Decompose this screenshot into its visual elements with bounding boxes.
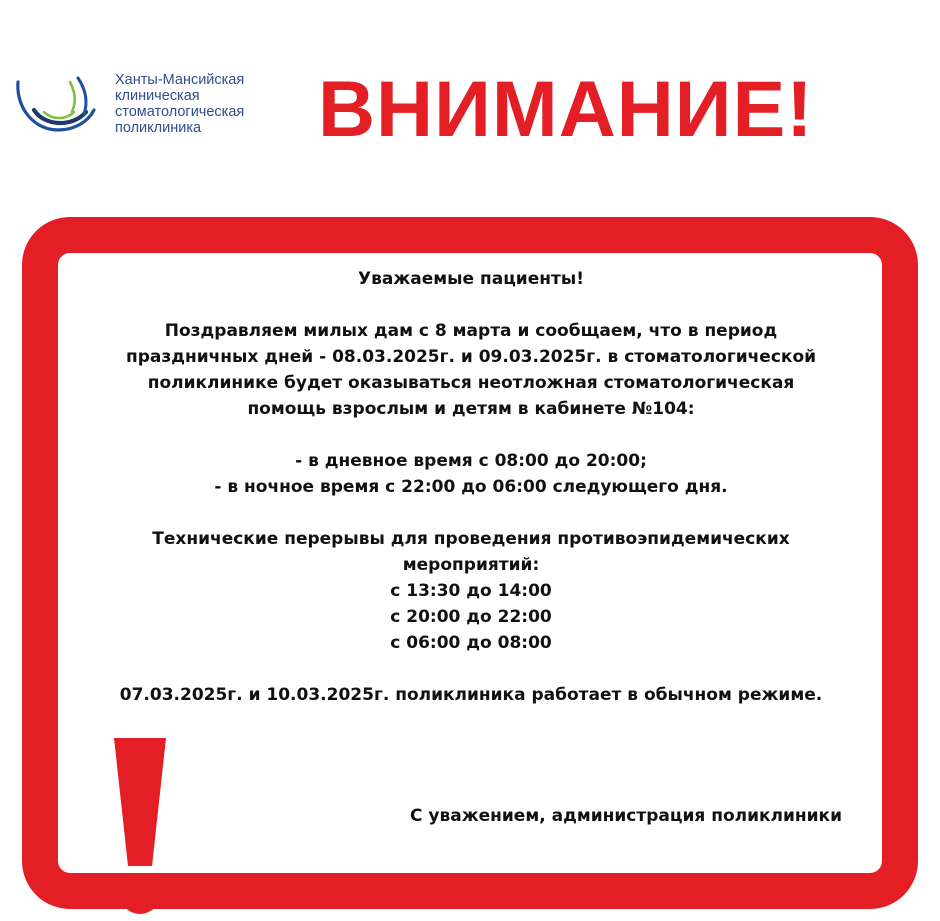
crescent-logo-icon <box>14 72 98 134</box>
intro-paragraph <box>58 318 884 422</box>
intro-line: поликлинике будет оказываться неотложная стоматологическая <box>147 373 795 393</box>
regular-days-note: 07.03.2025г. и 10.03.2025г. поликлиника работает в обычном режиме. <box>119 685 823 705</box>
notice-body <box>58 266 884 708</box>
exclamation-icon <box>100 738 180 918</box>
breaks-list <box>58 526 884 656</box>
logo-line: стоматологическая <box>115 104 245 120</box>
breaks-line: с 06:00 до 08:00 <box>390 633 552 653</box>
logo-line: клиническая <box>115 88 200 104</box>
hours-line: - в дневное время с 08:00 до 20:00; <box>295 451 647 471</box>
logo-line: поликлиника <box>115 120 202 136</box>
signature: С уважением, администрация поликлиники <box>410 806 842 826</box>
breaks-line: с 20:00 до 22:00 <box>390 607 552 627</box>
intro-line: Поздравляем милых дам с 8 марта и сообщаем, что в период <box>164 321 778 341</box>
attention-headline: ВНИМАНИЕ! <box>318 64 814 153</box>
intro-line: помощь взрослым и детям в кабинете №104: <box>247 399 695 419</box>
logo-text <box>115 72 315 136</box>
breaks-line: с 13:30 до 14:00 <box>390 581 552 601</box>
spacer <box>58 292 884 318</box>
breaks-line: Технические перерывы для проведения противоэпидемических <box>152 529 790 549</box>
breaks-line: мероприятий: <box>402 555 540 575</box>
intro-line: праздничных дней - 08.03.2025г. и 09.03.2025г. в стоматологической <box>125 347 817 367</box>
spacer <box>58 422 884 448</box>
clinic-logo <box>14 72 314 142</box>
hours-line: - в ночное время с 22:00 до 06:00 следующего дня. <box>214 477 728 497</box>
hours-list <box>58 448 884 500</box>
greeting: Уважаемые пациенты! <box>358 269 584 289</box>
spacer <box>58 656 884 682</box>
logo-line: Ханты-Мансийская <box>115 72 245 88</box>
spacer <box>58 500 884 526</box>
